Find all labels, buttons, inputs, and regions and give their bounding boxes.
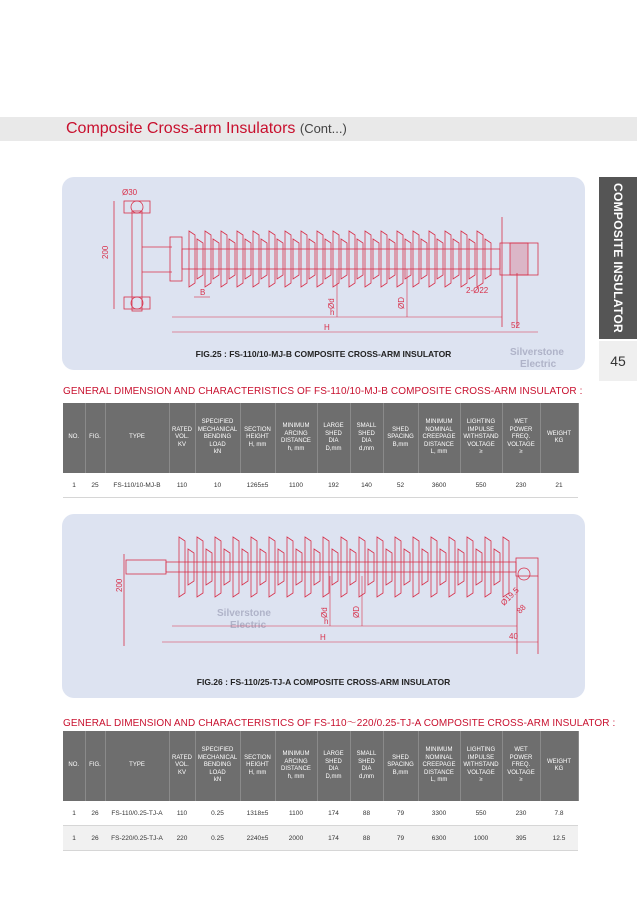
fig26-shed [494, 549, 500, 585]
fig26-shed [314, 549, 320, 585]
table-2-header-text: POWER [509, 754, 533, 761]
page-number: 45 [599, 341, 637, 381]
fig26-shed [206, 549, 212, 585]
table-1-header-cell [317, 403, 350, 473]
table-2-header-cell [502, 731, 540, 801]
fig26-shed [422, 549, 428, 585]
table-2-header-cell [195, 731, 240, 801]
fig25-shed [189, 231, 195, 287]
table-1-header-text: H, mm [248, 441, 267, 448]
table-2-header-text: DISTANCE [424, 769, 454, 776]
fig26-shed [197, 537, 203, 597]
table-2-cell: 1318±5 [240, 801, 275, 826]
fig26-shed [377, 537, 383, 597]
fig26-shed [179, 537, 185, 597]
fig25-label-h: h [330, 308, 335, 317]
table-2-header-text: SHED [358, 758, 375, 765]
fig26-shed [431, 537, 437, 597]
table-2-header-text: KV [177, 769, 186, 776]
fig25-shed [421, 239, 427, 279]
table-1-header-text: WITHSTAND [463, 434, 499, 441]
table-1-header-text: ≥ [479, 449, 483, 456]
table-2-header-text: FIG. [89, 762, 101, 769]
fig25-lower-clamp [124, 297, 150, 309]
fig25-label-d: Ød [327, 298, 336, 309]
table-1-header-cell [105, 403, 169, 473]
table-2-header-text: KG [554, 766, 564, 772]
fig26-label-200: 200 [115, 578, 124, 592]
fig25-shed [333, 231, 339, 287]
table-2-header-text: FREQ. [511, 762, 531, 769]
table-1-cell: 1100 [275, 473, 317, 498]
table-2-header-cell [275, 731, 317, 801]
fig25-watermark-1: Silverstone [510, 347, 564, 358]
title-text: Composite Cross-arm Insulators [66, 120, 296, 137]
fig25-shed [429, 231, 435, 287]
fig26-shed [215, 537, 221, 597]
table-1-header-text: LARGE [323, 423, 344, 429]
fig26-shed [323, 537, 329, 597]
table-1-header-text: CREEPAGE [422, 434, 456, 441]
section-1-heading: GENERAL DIMENSION AND CHARACTERISTICS OF FS-110/10-MJ-B COMPOSITE CROSS-ARM INSULATOR : [63, 386, 583, 397]
table-1-header-text: MECHANICAL [197, 426, 238, 433]
table-2-header-text: VOLTAGE [467, 769, 495, 776]
table-2-header-text: SHED [392, 754, 409, 761]
fig25-shed [285, 231, 291, 287]
table-1-cell: 230 [502, 473, 540, 498]
table-2-cell: 1 [63, 801, 85, 826]
table-1-header-text: B,mm [392, 441, 409, 448]
table-2-cell: 0.25 [195, 826, 240, 851]
table-1-header-cell [418, 403, 460, 473]
fig25-label-d30: Ø30 [122, 188, 138, 197]
fig25-shed [477, 231, 483, 287]
table-2-header-text: ARCING [284, 758, 308, 765]
fig25-shed [245, 239, 251, 279]
table-1-header-text: KV [177, 441, 186, 448]
fig26-label-40: 40 [509, 632, 518, 641]
table-2-header-text: DIA [328, 766, 339, 772]
fig26-shed [287, 537, 293, 597]
section-2-heading: GENERAL DIMENSION AND CHARACTERISTICS OF FS-110～220/0.25-TJ-A COMPOSITE CROSS-ARM INSULATOR : [63, 718, 616, 729]
table-2-cell: 3300 [418, 801, 460, 826]
fig25-shed [269, 231, 275, 287]
table-1-header-text: SHED [325, 430, 342, 437]
fig26-shed [341, 537, 347, 597]
table-2-cell: 26 [85, 826, 105, 851]
fig25-shed [197, 239, 203, 279]
fig25-fitting-plate [132, 211, 142, 311]
table-2-header-text: SMALL [356, 751, 377, 757]
table-2-cell: 79 [383, 826, 418, 851]
table-1-header-text: NO. [68, 434, 80, 441]
table-1-cell: 10 [195, 473, 240, 498]
table-2-header-text: LIGHTING [466, 747, 496, 754]
table-1-header-cell [460, 403, 502, 473]
table-2-cell: 110 [169, 801, 195, 826]
table-2-header-cell [540, 731, 578, 801]
table-1-cell: FS-110/10-MJ-B [105, 473, 169, 498]
table-1-cell: 110 [169, 473, 195, 498]
table-1-header-text: SHED [358, 430, 375, 437]
fig25-shed [205, 231, 211, 287]
table-2-header-text: WEIGHT [547, 758, 571, 765]
table-2-header-text: VOLTAGE [507, 769, 535, 776]
table-2-header-text: BENDING [203, 762, 232, 769]
fig25-end-fitting-left [170, 237, 182, 281]
table-1-cell: 1 [63, 473, 85, 498]
fig25-shed [277, 239, 283, 279]
table-2-header-row [63, 731, 578, 801]
fig26-shed [278, 549, 284, 585]
table-2-header-text: RATED [172, 754, 192, 761]
fig26-shed [332, 549, 338, 585]
fig25-shed [485, 239, 491, 279]
fig26-shed [233, 537, 239, 597]
table-1-header-cell [63, 403, 85, 473]
fig25-shed [325, 239, 331, 279]
table-1-cell: 52 [383, 473, 418, 498]
fig25-shed [221, 231, 227, 287]
page-title [66, 120, 347, 138]
fig25-shed [229, 239, 235, 279]
table-1-header-text: BENDING [203, 434, 232, 441]
fig25-shed [349, 231, 355, 287]
table-1-header-cell [195, 403, 240, 473]
table-2-header-text: VOL. [175, 762, 189, 769]
fig25-shed [373, 239, 379, 279]
table-2-header-text: d,mm [359, 773, 374, 780]
table-1-header-text: RATED [172, 426, 192, 433]
table-1-header-text: VOLTAGE [507, 441, 535, 448]
table-2-cell: 26 [85, 801, 105, 826]
fig26-shed [251, 537, 257, 597]
table-2-cell: 7.8 [540, 801, 578, 826]
table-1-header-cell [169, 403, 195, 473]
figure-26-caption: FIG.26 : FS-110/25-TJ-A COMPOSITE CROSS-ARM INSULATOR [196, 677, 451, 687]
table-2-header-text: CREEPAGE [422, 762, 456, 769]
table-2-header-text: LOAD [209, 769, 226, 776]
fig25-label-D: ØD [397, 297, 406, 309]
table-2-header-text: TYPE [129, 762, 145, 769]
table-1-cell: 3600 [418, 473, 460, 498]
table-1-header-cell [85, 403, 105, 473]
table-2-cell: 174 [317, 826, 350, 851]
fig25-label-H: H [324, 323, 330, 332]
fig25-shed [381, 231, 387, 287]
table-1-header-text: FREQ. [511, 434, 531, 441]
table-2-cell: 1100 [275, 801, 317, 826]
fig25-shed [357, 239, 363, 279]
table-1-header-row [63, 403, 578, 473]
fig25-shed [397, 231, 403, 287]
table-1-header-text: WET [514, 419, 528, 426]
fig26-end-eye [518, 568, 530, 580]
table-1-header-text: d,mm [359, 445, 374, 452]
fig26-shed [305, 537, 311, 597]
table-1-header-text: ≥ [519, 449, 523, 456]
fig26-shed [440, 549, 446, 585]
table-1-header-text: L, mm [430, 449, 448, 456]
figure-25-drawing [62, 177, 585, 370]
fig25-shed [317, 231, 323, 287]
table-2-cell: 2000 [275, 826, 317, 851]
table-2-header-text: ≥ [519, 777, 523, 784]
table-1-cell: 192 [317, 473, 350, 498]
figure-26-panel [62, 514, 585, 698]
table-2-cell: 550 [460, 801, 502, 826]
fig25-shed [237, 231, 243, 287]
table-1-header-text: SHED [392, 426, 409, 433]
table-1-header-text: DIA [328, 438, 339, 444]
table-2-cell: 88 [350, 801, 383, 826]
table-1-header-text: FIG. [89, 434, 101, 441]
table-1-header-text: VOL. [175, 434, 189, 441]
table-1-header-text: kN [213, 449, 222, 456]
fig26-label-d: Ød [320, 607, 329, 618]
figure-26-drawing [62, 514, 585, 698]
table-2-cell: 79 [383, 801, 418, 826]
table-2-row [63, 826, 578, 851]
fig25-shed [253, 231, 259, 287]
table-1-header-cell [502, 403, 540, 473]
table-2-cell: 6300 [418, 826, 460, 851]
table-1-header-text: SECTION [244, 426, 271, 433]
fig26-shed [413, 537, 419, 597]
table-1-header-text: DISTANCE [424, 441, 454, 448]
table-1-header-cell [350, 403, 383, 473]
table-2-header-text: MECHANICAL [197, 754, 238, 761]
fig26-shed [485, 537, 491, 597]
fig25-shed [365, 231, 371, 287]
table-2-header-cell [350, 731, 383, 801]
side-tab-label: COMPOSITE INSULATOR [611, 183, 625, 333]
table-1-header-text: SPECIFIED [201, 419, 234, 426]
table-2-cell: 395 [502, 826, 540, 851]
table-2-header-cell [383, 731, 418, 801]
table-2-cell: 220 [169, 826, 195, 851]
table-1-cell: 140 [350, 473, 383, 498]
fig25-sheds [189, 231, 491, 287]
table-1-header-cell [383, 403, 418, 473]
fig25-shed [389, 239, 395, 279]
table-1-header-text: LOAD [209, 441, 226, 448]
fig25-shed [453, 239, 459, 279]
fig26-shed [386, 549, 392, 585]
table-1-header-text: DISTANCE [281, 438, 311, 444]
table-1-header-text: VOLTAGE [467, 441, 495, 448]
fig25-watermark-2: Electric [520, 359, 557, 370]
table-1-header-text: SMALL [356, 423, 377, 429]
table-2-header-text: DIA [361, 766, 372, 772]
table-2-header-text: WET [514, 747, 528, 754]
table-1-header-text: MINIMUM [425, 419, 453, 426]
table-2-header-text: SPECIFIED [201, 747, 234, 754]
fig26-label-D: ØD [352, 606, 361, 618]
table-2-cell: 2240±5 [240, 826, 275, 851]
table-2-header-text: NOMINAL [425, 754, 453, 761]
fig26-end-fitting-left [126, 560, 166, 574]
table-2-header-cell [418, 731, 460, 801]
table-1-header-text: NOMINAL [425, 426, 453, 433]
fig26-label-h: h [324, 617, 329, 626]
table-2-header-text: h, mm [287, 773, 305, 780]
fig26-shed [269, 537, 275, 597]
table-1-header-cell [240, 403, 275, 473]
table-1-header-text: DIA [361, 438, 372, 444]
fig25-lower-eye [131, 297, 143, 309]
table-2-header-cell [85, 731, 105, 801]
fig25-shed [309, 239, 315, 279]
table-2-header-cell [63, 731, 85, 801]
fig26-watermark-1: Silverstone [217, 608, 271, 619]
fig25-label-d22: 2-Ø22 [466, 286, 489, 295]
table-2-header-text: SECTION [244, 754, 271, 761]
table-1-cell: 550 [460, 473, 502, 498]
table-1-header-text: KG [554, 438, 564, 444]
table-1-header-text: ARCING [284, 430, 308, 437]
fig25-label-52: 52 [511, 321, 520, 330]
table-2-header-text: MINIMUM [425, 747, 453, 754]
table-2-header-text: SHED [325, 758, 342, 765]
table-2-cell: FS-110/0.25-TJ-A [105, 801, 169, 826]
fig25-shed [461, 231, 467, 287]
figure-25-caption: FIG.25 : FS-110/10-MJ-B COMPOSITE CROSS-ARM INSULATOR [195, 349, 452, 359]
table-1-header-text: HEIGHT [246, 434, 269, 441]
table-2-cell: 1000 [460, 826, 502, 851]
table-2-header-text: D,mm [325, 773, 342, 780]
fig26-shed [467, 537, 473, 597]
table-2-header-text: B,mm [392, 769, 409, 776]
fig26-shed [242, 549, 248, 585]
fig26-shed [503, 537, 509, 597]
table-1-cell: 21 [540, 473, 578, 498]
table-1-cell: 25 [85, 473, 105, 498]
table-2-header-text: ≥ [479, 777, 483, 784]
table-2-header-text: H, mm [248, 769, 267, 776]
table-2-header-text: L, mm [430, 777, 448, 784]
fig26-shed [368, 549, 374, 585]
table-2-cell: FS-220/0.25-TJ-A [105, 826, 169, 851]
table-1-row [63, 473, 578, 498]
fig25-shed [293, 239, 299, 279]
table-2-header-text: DISTANCE [281, 766, 311, 772]
fig25-shed [437, 239, 443, 279]
table-2-header-text: LARGE [323, 751, 344, 757]
fig26-label-88: 88 [515, 602, 528, 616]
fig26-shed [296, 549, 302, 585]
table-2-header-text: WITHSTAND [463, 762, 499, 769]
fig25-shed [469, 239, 475, 279]
fig26-shed [476, 549, 482, 585]
spec-table-1 [63, 403, 579, 498]
table-2-header-text: SPACING [387, 762, 414, 769]
table-2-row [63, 801, 578, 826]
fig26-sheds [179, 537, 509, 597]
fig25-shed [301, 231, 307, 287]
fig26-label-H: H [320, 633, 326, 642]
fig25-shed [445, 231, 451, 287]
fig25-label-200: 200 [101, 245, 110, 259]
fig26-shed [458, 549, 464, 585]
fig26-shed [404, 549, 410, 585]
fig26-shed [188, 549, 194, 585]
fig26-shed [395, 537, 401, 597]
table-1-header-text: TYPE [129, 434, 145, 441]
table-2-header-text: IMPULSE [467, 754, 495, 761]
table-1-header-text: WEIGHT [547, 430, 571, 437]
table-2-header-cell [169, 731, 195, 801]
section-side-tab [599, 177, 637, 339]
table-2-cell: 230 [502, 801, 540, 826]
fig26-shed [350, 549, 356, 585]
table-2-header-cell [240, 731, 275, 801]
table-1-header-text: D,mm [325, 445, 342, 452]
table-1-header-text: POWER [509, 426, 533, 433]
fig25-shed [213, 239, 219, 279]
table-2-header-cell [317, 731, 350, 801]
table-1-header-text: IMPULSE [467, 426, 495, 433]
fig26-shed [449, 537, 455, 597]
table-2-cell: 12.5 [540, 826, 578, 851]
fig25-shed [405, 239, 411, 279]
fig25-shed [413, 231, 419, 287]
table-1-header-text: h, mm [287, 445, 305, 452]
table-2-header-text: kN [213, 777, 222, 784]
table-1-cell: 1265±5 [240, 473, 275, 498]
table-1-header-text: MINIMUM [282, 423, 310, 429]
fig26-shed [260, 549, 266, 585]
figure-25-panel [62, 177, 585, 370]
table-2-header-cell [460, 731, 502, 801]
title-suffix: (Cont...) [299, 121, 347, 136]
table-2-cell: 0.25 [195, 801, 240, 826]
table-2-cell: 1 [63, 826, 85, 851]
table-1-header-text: SPACING [387, 434, 414, 441]
table-1-header-text: LIGHTING [466, 419, 496, 426]
table-2-header-text: MINIMUM [282, 751, 310, 757]
table-2-header-text: NO. [68, 762, 80, 769]
fig26-label-d195: Ø19.5 [499, 585, 521, 608]
fig26-end-fitting-right [516, 558, 538, 576]
fig26-watermark-2: Electric [230, 620, 267, 631]
fig26-shed [224, 549, 230, 585]
table-2-header-cell [105, 731, 169, 801]
table-1-header-cell [540, 403, 578, 473]
table-1-header-cell [275, 403, 317, 473]
fig25-shed [341, 239, 347, 279]
fig25-shed [261, 239, 267, 279]
fig25-label-B: B [200, 288, 206, 297]
table-2-header-text: HEIGHT [246, 762, 269, 769]
table-2-cell: 88 [350, 826, 383, 851]
spec-table-2 [63, 731, 579, 851]
table-2-cell: 174 [317, 801, 350, 826]
